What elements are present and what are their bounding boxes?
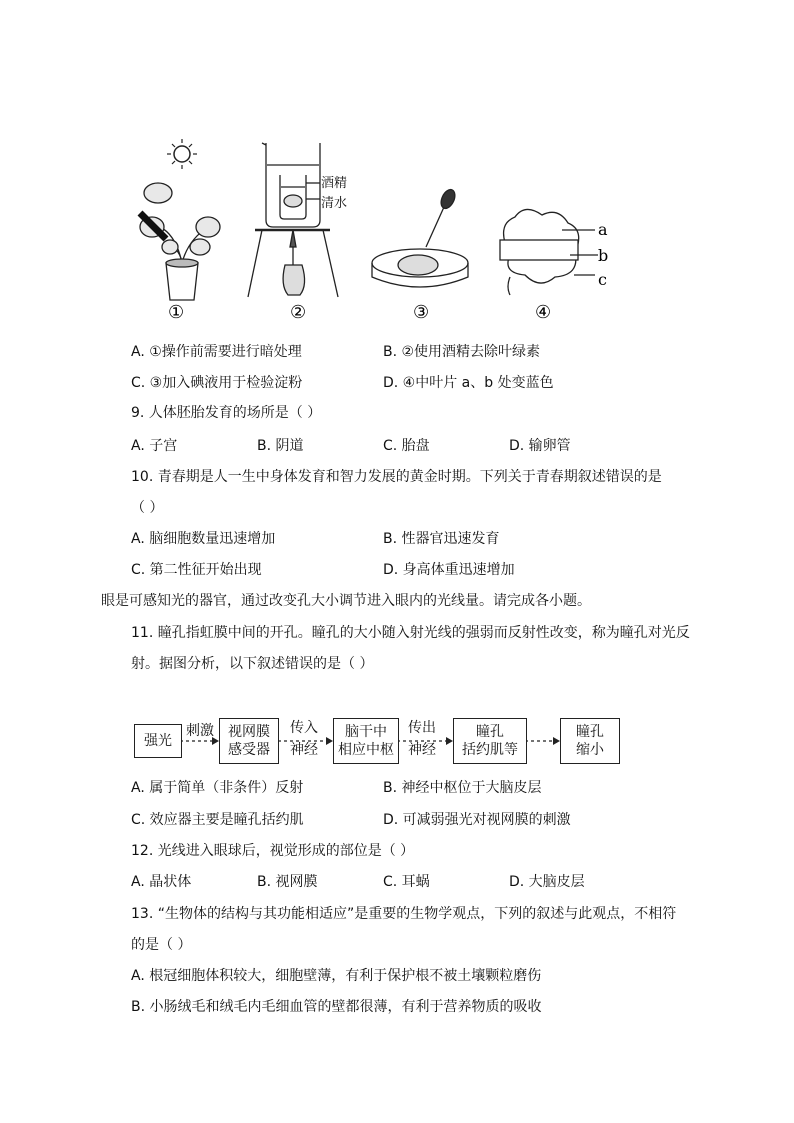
q9-stem: 9. 人体胚胎发育的场所是（ ） [131, 405, 322, 421]
flow-box-pupil-shrink-line1: 瞳孔 [576, 724, 604, 740]
q11-option-c: C. 效应器主要是瞳孔括约肌 [131, 812, 304, 828]
q9-option-c: C. 胎盘 [383, 438, 430, 454]
q11-stem: 11. 瞳孔指虹膜中间的开孔。瞳孔的大小随入射光线的强弱而反射性改变，称为瞳孔对光反 [131, 625, 690, 641]
q11-option-a: A. 属于简单（非条件）反射 [131, 780, 304, 796]
flow-label-afferent-line2: 神经 [290, 742, 318, 758]
flow-label-afferent-line1: 传入 [290, 720, 318, 736]
water-label: 清水 [321, 196, 348, 211]
flow-box-retina [219, 718, 279, 764]
q9-option-a: A. 子宫 [131, 438, 178, 454]
flow-box-strong-light [134, 724, 182, 758]
flow-box-retina-line1: 视网膜 [228, 724, 270, 740]
eye-section-intro: 眼是可感知光的器官，通过改变孔大小调节进入眼内的光线量。请完成各小题。 [101, 593, 591, 609]
q8-option-c: C. ③加入碘液用于检验淀粉 [131, 375, 303, 391]
figure-num-3: ③ [413, 302, 430, 323]
q12-option-d: D. 大脑皮层 [509, 874, 585, 890]
figure-num-2: ② [290, 302, 307, 323]
label-a: a [598, 220, 608, 239]
flow-label-stimulus: 刺激 [186, 723, 214, 739]
q8-option-b: B. ②使用酒精去除叶绿素 [383, 344, 541, 360]
q10-option-b: B. 性器官迅速发育 [383, 531, 500, 547]
flow-label-efferent-line2: 神经 [408, 742, 436, 758]
q9-option-b: B. 阴道 [257, 438, 304, 454]
q12-option-c: C. 耳蜗 [383, 874, 430, 890]
flow-box-sphincter [453, 718, 527, 764]
q12-option-a: A. 晶状体 [131, 874, 192, 890]
q10-option-a: A. 脑细胞数量迅速增加 [131, 531, 276, 547]
q10-option-d: D. 身高体重迅速增加 [383, 562, 515, 578]
flow-box-strong-light-text: 强光 [144, 733, 172, 749]
flow-box-retina-line2: 感受器 [228, 742, 270, 758]
q13-option-b: B. 小肠绒毛和绒毛内毛细血管的壁都很薄，有利于营养物质的吸收 [131, 999, 542, 1015]
q11-option-d: D. 可减弱强光对视网膜的刺激 [383, 812, 571, 828]
q12-option-b: B. 视网膜 [257, 874, 318, 890]
q11-option-b: B. 神经中枢位于大脑皮层 [383, 780, 542, 796]
flow-box-brainstem-line2: 相应中枢 [338, 742, 394, 758]
flow-box-pupil-shrink [560, 718, 620, 764]
flow-label-efferent-line1: 传出 [408, 720, 436, 736]
q13-stem-cont: 的是（ ） [131, 937, 192, 953]
q13-option-a: A. 根冠细胞体积较大，细胞壁薄，有利于保护根不被土壤颗粒磨伤 [131, 968, 542, 984]
flow-box-brainstem-line1: 脑干中 [345, 724, 387, 740]
q13-stem: 13. “生物体的结构与其功能相适应”是重要的生物学观点，下列的叙述与此观点，不相符 [131, 906, 677, 922]
flow-box-pupil-shrink-line2: 缩小 [576, 742, 604, 758]
figure-num-4: ④ [535, 302, 552, 323]
figure-num-1: ① [168, 302, 185, 323]
q9-option-d: D. 输卵管 [509, 438, 571, 454]
flow-box-sphincter-line1: 瞳孔 [476, 724, 504, 740]
flow-label-efferent [402, 719, 442, 759]
alcohol-label: 酒精 [321, 176, 348, 191]
q12-stem: 12. 光线进入眼球后，视觉形成的部位是（ ） [131, 843, 415, 859]
q10-option-c: C. 第二性征开始出现 [131, 562, 262, 578]
flow-box-brainstem [333, 718, 399, 764]
flow-box-sphincter-line2: 括约肌等 [462, 742, 518, 758]
label-b: b [598, 246, 609, 265]
label-c: c [598, 270, 607, 289]
q10-stem-cont: （ ） [131, 500, 164, 516]
flow-label-afferent [284, 719, 324, 759]
q8-option-a: A. ①操作前需要进行暗处理 [131, 344, 302, 360]
q10-stem: 10. 青春期是人一生中身体发育和智力发展的黄金时期。下列关于青春期叙述错误的是 [131, 469, 662, 485]
q11-stem-cont: 射。据图分析，以下叙述错误的是（ ） [131, 656, 374, 672]
q8-option-d: D. ④中叶片 a、b 处变蓝色 [383, 375, 554, 391]
